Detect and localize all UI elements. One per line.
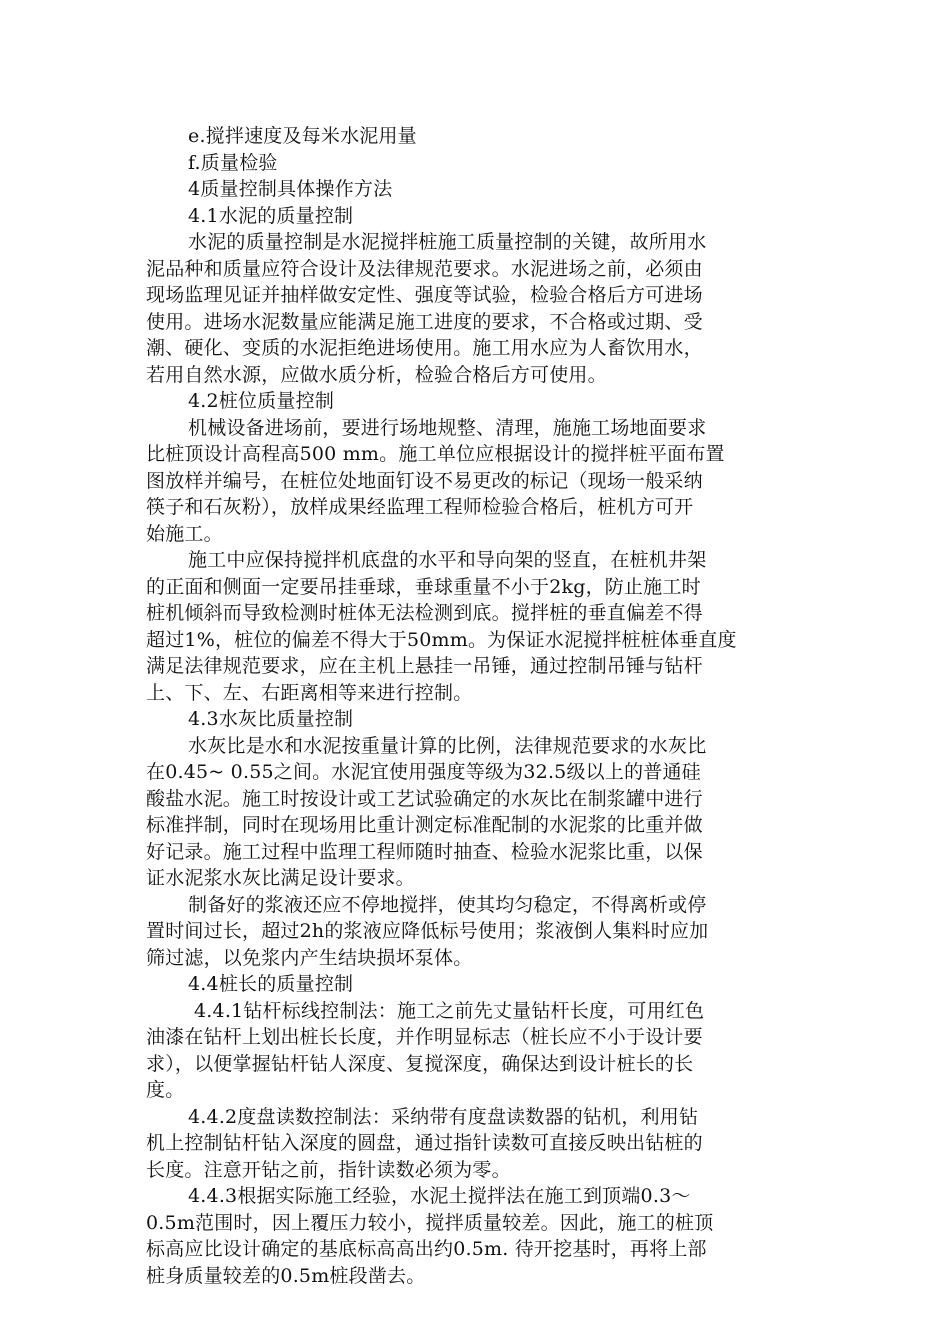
subsection-heading: 4.4桩长的质量控制 — [188, 973, 354, 995]
paragraph-line: 超过1%，桩位的偏差不得大于50mm。为保证水泥搅拌桩桩体垂直度 — [146, 628, 737, 651]
paragraph-line: 油漆在钻杆上划出桩长长度，并作明显标志（桩长应不小于设计要 — [146, 1026, 703, 1048]
paragraph-line: 的正面和侧面一定要吊挂垂球，垂球重量不小于2kg，防止施工时 — [146, 575, 701, 598]
text-line: e.搅拌速度及每米水泥用量 — [188, 125, 417, 147]
paragraph-line: 4.4.2度盘读数控制法：采纳带有度盘读数器的钻机，利用钻 — [188, 1105, 699, 1128]
paragraph-line: 满足法律规范要求，应在主机上悬挂一吊锤，通过控制吊锤与钻杆 — [146, 655, 703, 677]
paragraph-line: 水灰比是水和水泥按重量计算的比例，法律规范要求的水灰比 — [188, 734, 707, 757]
paragraph-line: 桩机倾斜而导致检测时桩体无法检测到底。搅拌桩的垂直偏差不得 — [146, 602, 703, 624]
paragraph-line: 现场监理见证并抽样做安定性、强度等试验，检验合格后方可进场 — [146, 284, 703, 306]
document-body — [146, 123, 806, 1289]
paragraph-line: 证水泥浆水灰比满足设计要求。 — [146, 867, 415, 889]
paragraph-line: 酸盐水泥。施工时按设计或工艺试验确定的水灰比在制浆罐中进行 — [146, 787, 703, 810]
subsection-heading: 4.2桩位质量控制 — [188, 390, 335, 412]
paragraph-line: 上、下、左、右距离相等来进行控制。 — [146, 681, 473, 704]
paragraph-line: 筛过滤，以免浆内产生结块损坏泵体。 — [146, 946, 473, 969]
paragraph-line: 筷子和石灰粉），放样成果经监理工程师检验合格后，桩机方可开 — [146, 496, 694, 518]
paragraph-line: 求），以便掌握钻杆钻人深度、复搅深度，确保达到设计桩长的长 — [146, 1052, 694, 1075]
paragraph-line: 图放样并编号，在桩位处地面钉设不易更改的标记（现场一般采纳 — [146, 469, 703, 492]
paragraph-line: 0.5m范围时，因上覆压力较小，搅拌质量较差。因此，施工的桩顶 — [146, 1211, 714, 1234]
paragraph-line: 好记录。施工过程中监理工程师随时抽查、检验水泥浆比重，以保 — [146, 840, 703, 863]
subsection-heading: 4.3水灰比质量控制 — [188, 708, 354, 730]
paragraph-line: 桩身质量较差的0.5m桩段凿去。 — [146, 1264, 426, 1287]
subsection-heading: 4.1水泥的质量控制 — [188, 204, 354, 227]
paragraph-line: 比桩顶设计高程高500 mm。施工单位应根据设计的搅拌桩平面布置 — [146, 443, 725, 465]
section-heading: 4质量控制具体操作方法 — [188, 178, 393, 200]
paragraph-line: 潮、硬化、变质的水泥拒绝进场使用。施工用水应为人畜饮用水， — [146, 337, 703, 359]
paragraph-line: 施工中应保持搅拌机底盘的水平和导向架的竖直，在桩机井架 — [188, 549, 707, 571]
paragraph-line: 4.4.1钻杆标线控制法：施工之前先丈量钻杆长度，可用红色 — [194, 999, 705, 1022]
paragraph-line: 机械设备进场前，要进行场地规整、清理，施施工场地面要求 — [188, 416, 707, 439]
paragraph-line: 使用。进场水泥数量应能满足施工进度的要求，不合格或过期、受 — [146, 310, 703, 333]
paragraph-line: 制备好的浆液还应不停地搅拌，使其均匀稳定，不得离析或停 — [188, 893, 707, 916]
paragraph-line: 泥品种和质量应符合设计及法律规范要求。水泥进场之前，必须由 — [146, 257, 703, 280]
paragraph-line: 标准拌制，同时在现场用比重计测定标准配制的水泥浆的比重并做 — [146, 814, 703, 836]
text-line: f.质量检验 — [188, 151, 278, 174]
paragraph-line: 水泥的质量控制是水泥搅拌桩施工质量控制的关键，故所用水 — [188, 231, 707, 253]
paragraph-line: 标高应比设计确定的基底标高高出约0.5m. 待开挖基时，再将上部 — [146, 1238, 707, 1260]
paragraph-line: 机上控制钻杆钻入深度的圆盘，通过指针读数可直接反映出钻桩的 — [146, 1132, 703, 1154]
paragraph-line: 长度。注意开钻之前，指针读数必须为零。 — [146, 1158, 511, 1181]
paragraph-line: 若用自然水源，应做水质分析，检验合格后方可使用。 — [146, 363, 607, 386]
paragraph-line: 4.4.3根据实际施工经验，水泥土搅拌法在施工到顶端0.3～ — [188, 1185, 691, 1207]
paragraph-line: 始施工。 — [146, 522, 223, 545]
paragraph-line: 度。 — [146, 1079, 185, 1101]
paragraph-line: 在0.45~ 0.55之间。水泥宜使用强度等级为32.5级以上的普通硅 — [146, 761, 701, 783]
paragraph-line: 置时间过长，超过2h的浆液应降低标号使用；浆液倒人集料时应加 — [146, 920, 709, 942]
